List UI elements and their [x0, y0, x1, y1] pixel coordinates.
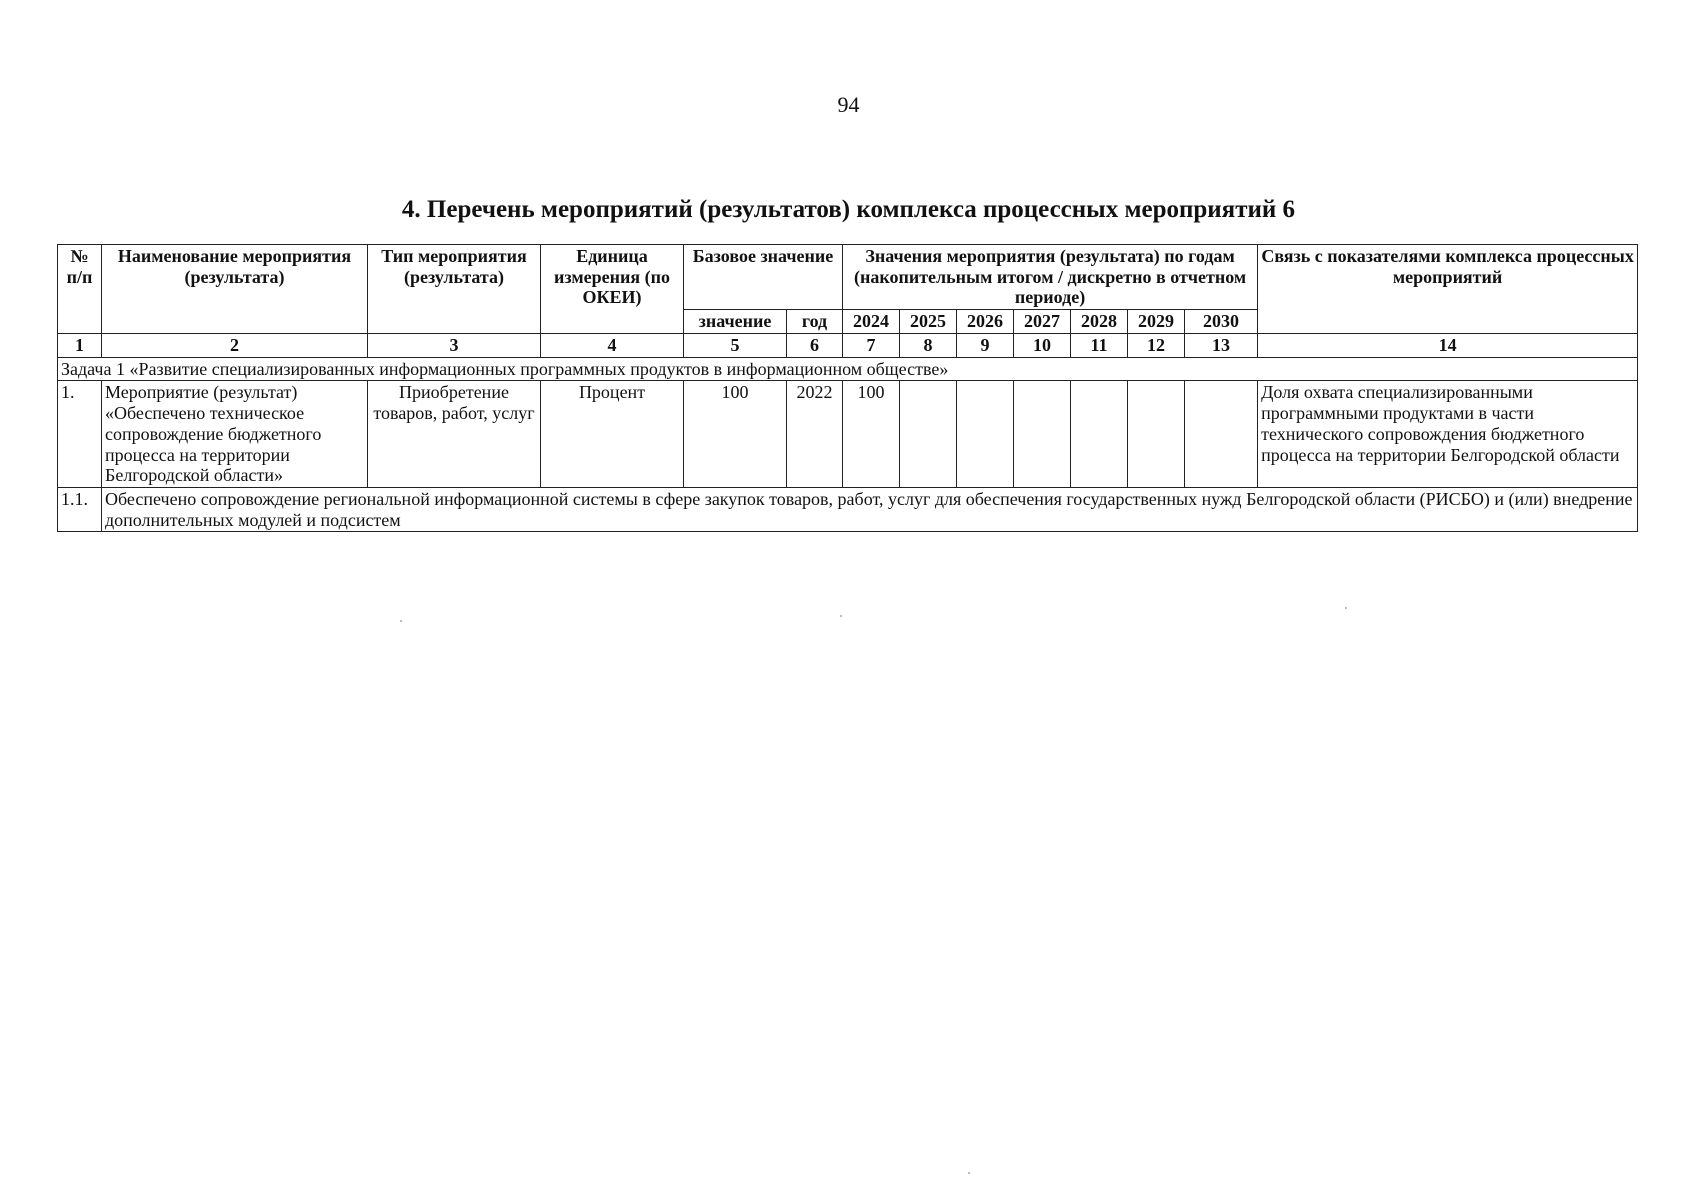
subrow-num: 1.1.	[58, 487, 102, 531]
header-name: Наименование мероприятия (результата)	[102, 245, 368, 334]
row-name: Мероприятие (результат) «Обеспечено техническое сопровождение бюджетного процесса на территории Белгородской области»	[102, 381, 368, 487]
events-table	[57, 244, 1638, 532]
column-number: 5	[684, 334, 787, 358]
scan-speck	[840, 615, 842, 617]
row-num: 1.	[58, 381, 102, 487]
header-type: Тип мероприятия (результата)	[368, 245, 541, 334]
header-year: 2030	[1185, 310, 1258, 334]
page-number: 94	[837, 92, 860, 117]
row-link: Доля охвата специализированными программными продуктами в части технического сопровождения бюджетного процесса на территории Белгородской области	[1258, 381, 1638, 487]
column-number: 12	[1128, 334, 1185, 358]
header-year: 2029	[1128, 310, 1185, 334]
header-year: 2026	[957, 310, 1014, 334]
header-num: № п/п	[58, 245, 102, 334]
header-link: Связь с показателями комплекса процессных мероприятий	[1258, 245, 1638, 334]
header-year: 2027	[1014, 310, 1071, 334]
row-year-value	[957, 381, 1014, 487]
header-year: 2025	[900, 310, 957, 334]
row-year-value	[1128, 381, 1185, 487]
row-type: Приобретение товаров, работ, услуг	[368, 381, 541, 487]
scan-speck	[400, 620, 402, 622]
subrow-text: Обеспечено сопровождение региональной информационной системы в сфере закупок товаров, работ, услуг для обеспечения государственных нужд Белгородской области (РИСБО) и (или) внедрение дополнительных модулей и подсистем	[102, 487, 1638, 531]
column-number: 1	[58, 334, 102, 358]
column-number: 7	[843, 334, 900, 358]
column-number: 6	[787, 334, 843, 358]
column-number: 10	[1014, 334, 1071, 358]
row-unit: Процент	[541, 381, 684, 487]
column-number: 8	[900, 334, 957, 358]
header-year: 2024	[843, 310, 900, 334]
task-heading: Задача 1 «Развитие специализированных информационных программных продуктов в информационном обществе»	[58, 357, 1638, 381]
header-base: Базовое значение	[684, 245, 843, 310]
row-year-value: 100	[843, 381, 900, 487]
row-base-value: 100	[684, 381, 787, 487]
header-unit: Единица измерения (по ОКЕИ)	[541, 245, 684, 334]
column-number: 13	[1185, 334, 1258, 358]
column-number: 9	[957, 334, 1014, 358]
column-number: 14	[1258, 334, 1638, 358]
column-number: 3	[368, 334, 541, 358]
row-base-year: 2022	[787, 381, 843, 487]
row-year-value	[900, 381, 957, 487]
row-year-value	[1071, 381, 1128, 487]
scan-speck	[968, 1172, 970, 1174]
column-number: 2	[102, 334, 368, 358]
page-title: 4. Перечень мероприятий (результатов) комплекса процессных мероприятий 6	[401, 196, 1296, 223]
row-year-value	[1014, 381, 1071, 487]
column-number: 4	[541, 334, 684, 358]
header-base-value: значение	[684, 310, 787, 334]
column-number: 11	[1071, 334, 1128, 358]
header-year: 2028	[1071, 310, 1128, 334]
table-row	[58, 381, 1638, 487]
header-values: Значения мероприятия (результата) по годам (накопительным итогом / дискретно в отчетном периоде)	[843, 245, 1258, 310]
row-year-value	[1185, 381, 1258, 487]
scan-speck	[1345, 607, 1347, 609]
header-base-year: год	[787, 310, 843, 334]
table-subrow	[58, 487, 1638, 531]
